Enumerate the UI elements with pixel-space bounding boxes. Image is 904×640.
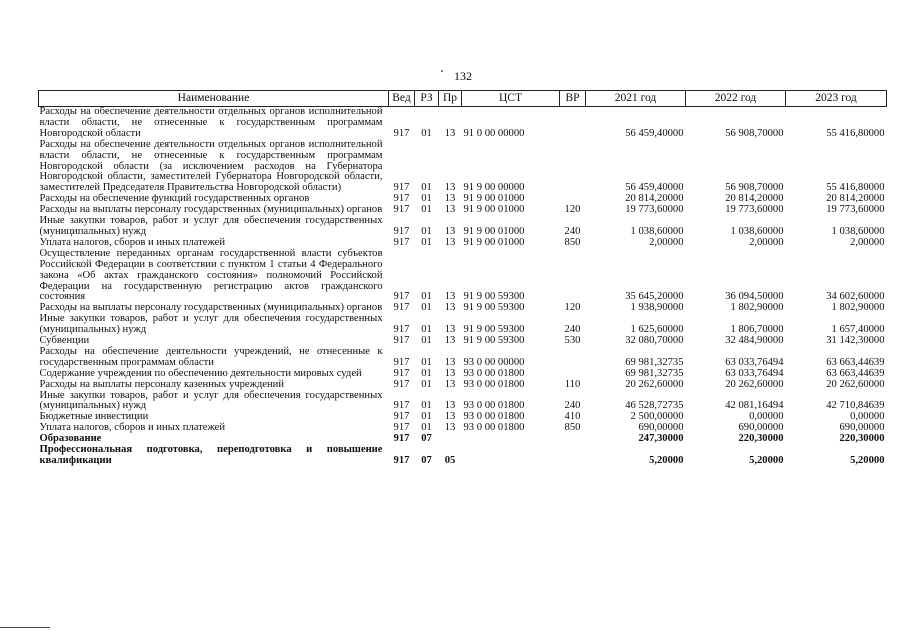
row-cst: 93 0 00 01800 [463,411,525,423]
row-2021: 1 625,60000 [630,324,684,336]
row-rz: 01 [421,367,432,379]
scan-speck [441,70,443,72]
row-2022: 0,00000 [749,411,784,423]
row-2021: 1 938,90000 [630,302,684,314]
row-2023: 42 710,84639 [826,400,885,412]
row-2022: 63 033,76494 [725,356,784,368]
row-rz: 01 [421,236,432,248]
row-rz: 01 [421,378,432,390]
row-ved: 917 [393,225,410,237]
header-2023: 2023 год [786,91,887,107]
row-pr: 13 [444,335,456,347]
row-2022: 42 081,16494 [725,400,784,412]
row-rz: 01 [421,356,432,368]
row-name: Профессиональная подготовка, переподготовка и повышение квалификации [39,444,383,466]
row-pr: 05 [444,455,456,466]
table-row [39,445,887,467]
row-cst: 91 9 00 01000 [463,193,525,205]
row-pr: 13 [444,378,456,390]
row-vr: 240 [564,324,581,336]
row-vr [560,140,586,195]
table-row [39,380,887,391]
row-ved: 917 [393,291,410,303]
row-cst: 91 9 00 59300 [463,291,525,303]
row-cst: 91 9 00 01000 [463,225,525,237]
row-rz: 01 [421,182,432,194]
row-name: Бюджетные инвестиции [39,411,149,423]
row-name: Уплата налогов, сборов и иных платежей [39,236,226,248]
row-2023: 220,30000 [839,433,885,445]
row-ved: 917 [393,433,410,445]
header-pr: Пр [439,91,462,107]
row-2022: 19 773,60000 [725,204,784,216]
row-rz: 01 [421,193,432,205]
row-name: Образование [39,433,102,445]
row-rz: 01 [421,411,432,423]
row-2023: 63 663,44639 [826,367,885,379]
row-cst: 93 0 00 01800 [463,378,525,390]
row-2021: 247,30000 [638,433,684,445]
row-rz: 01 [421,422,432,434]
row-pr: 13 [444,193,456,205]
row-name: Расходы на обеспечение деятельности отдельных органов исполнительной власти области, не отнесенные к государственным программам Новгородской области (за исключением расходов на Губернатора Новгородской области, заместителей Губернатора Новгородской области, заместителей Председателя Правительства Новгородской области) [39,138,383,194]
row-2022: 56 908,70000 [725,127,784,139]
row-vr: 120 [564,204,581,216]
footer-rule [0,627,50,628]
table-row [39,216,887,238]
row-ved: 917 [393,367,410,379]
row-cst [462,445,560,467]
row-rz: 01 [421,127,432,139]
row-ved: 917 [393,204,410,216]
row-name: Уплата налогов, сборов и иных платежей [39,422,226,434]
row-2021: 19 773,60000 [625,204,684,216]
table-row [39,249,887,304]
row-cst [462,434,560,445]
row-2023: 31 142,30000 [826,335,885,347]
row-name: Расходы на выплаты персоналу казенных учреждений [39,378,284,390]
row-vr [560,347,586,369]
row-ved: 917 [393,335,410,347]
row-pr: 13 [444,367,456,379]
row-ved: 917 [393,400,410,412]
row-2021: 2 500,00000 [630,411,684,423]
row-vr [560,434,586,445]
row-vr: 240 [564,225,581,237]
row-2022: 1 802,90000 [730,302,784,314]
row-2021: 56 459,40000 [625,182,684,194]
row-vr [560,445,586,467]
row-cst: 93 0 00 01800 [463,422,525,434]
budget-table [38,90,887,467]
header-cst: ЦСТ [462,91,560,107]
row-name: Расходы на выплаты персоналу государственных (муниципальных) органов [39,302,383,314]
table-body [39,107,887,467]
row-vr: 110 [564,378,581,390]
row-rz: 01 [421,324,432,336]
header-rz: РЗ [415,91,439,107]
row-2021: 1 038,60000 [630,225,684,237]
row-name: Иные закупки товаров, работ и услуг для обеспечения государственных (муниципальных) нужд [39,389,383,412]
row-vr: 530 [564,335,581,347]
row-name: Иные закупки товаров, работ и услуг для обеспечения государственных (муниципальных) нужд [39,313,383,336]
row-2021: 69 981,32735 [625,356,684,368]
row-rz: 01 [421,302,432,314]
row-pr: 13 [444,182,456,194]
row-2021: 2,00000 [649,236,684,248]
row-2023: 63 663,44639 [826,356,885,368]
row-name: Расходы на обеспечение деятельности отдельных органов исполнительной власти области, не отнесенные к государственным программам Новгородской области [39,106,383,139]
row-ved: 917 [393,193,410,205]
row-name: Субвенции [39,335,90,347]
row-2022: 690,00000 [738,422,784,434]
row-cst: 93 0 00 01800 [463,400,525,412]
row-pr: 13 [444,411,456,423]
row-2021: 20 262,60000 [625,378,684,390]
row-cst: 91 9 00 59300 [463,324,525,336]
row-pr [439,434,462,445]
row-2021: 32 080,70000 [625,335,684,347]
row-ved: 917 [393,236,410,248]
row-name: Иные закупки товаров, работ и услуг для обеспечения государственных (муниципальных) нужд [39,215,383,237]
row-pr: 13 [444,204,456,216]
row-2022: 5,20000 [749,455,784,466]
row-pr: 13 [444,236,456,248]
row-rz: 01 [421,291,432,303]
row-name: Осуществление переданных органам государственной власти субъектов Российской Федерации в соответствии с пунктом 1 статьи 4 Федерального закона «Об актах гражданского состояния» полномочий Российской Федерации на государственную регистрацию актов гражданского состояния [39,247,383,303]
row-2022: 220,30000 [738,433,784,445]
row-2021: 5,20000 [649,455,684,466]
row-2023: 34 602,60000 [826,291,885,303]
table-row [39,391,887,413]
row-ved: 917 [393,182,410,194]
table-row [39,107,887,140]
row-rz: 01 [421,225,432,237]
header-vr: ВР [560,91,586,107]
row-ved: 917 [393,356,410,368]
row-ved: 917 [393,127,410,139]
row-pr: 13 [444,225,456,237]
row-2023: 690,00000 [839,422,885,434]
row-2023: 55 416,80000 [826,182,885,194]
row-2021: 20 814,20000 [625,193,684,205]
row-rz: 01 [421,400,432,412]
row-vr: 410 [564,411,581,423]
row-vr [560,249,586,304]
row-ved: 917 [393,378,410,390]
row-ved: 917 [393,302,410,314]
row-2022: 32 484,90000 [725,335,784,347]
row-cst: 93 0 00 00000 [463,356,525,368]
table-row [39,314,887,336]
row-2023: 2,00000 [850,236,885,248]
table-row [39,347,887,369]
row-pr: 13 [444,127,456,139]
row-rz: 01 [421,335,432,347]
row-ved: 917 [393,324,410,336]
row-pr: 13 [444,356,456,368]
row-pr: 13 [444,422,456,434]
row-cst: 91 9 00 01000 [463,236,525,248]
row-ved: 917 [393,455,410,466]
row-cst: 91 9 00 59300 [463,335,525,347]
row-cst: 93 0 00 01800 [463,367,525,379]
row-2022: 20 262,60000 [725,378,784,390]
row-pr: 13 [444,291,456,303]
row-2022: 56 908,70000 [725,182,784,194]
row-vr: 850 [564,422,581,434]
row-vr: 850 [564,236,581,248]
row-cst: 91 9 00 01000 [463,204,525,216]
row-2023: 1 657,40000 [831,324,885,336]
row-2022: 63 033,76494 [725,367,784,379]
row-2022: 36 094,50000 [725,291,784,303]
page-number: 132 [454,69,472,83]
row-name: Расходы на обеспечение функций государственных органов [39,193,310,205]
row-pr: 13 [444,302,456,314]
row-2023: 20 814,20000 [826,193,885,205]
row-name: Расходы на выплаты персоналу государственных (муниципальных) органов [39,204,383,216]
row-2021: 56 459,40000 [625,127,684,139]
header-2021: 2021 год [586,91,686,107]
table-row [39,140,887,195]
row-2021: 35 645,20000 [625,291,684,303]
row-vr [560,107,586,140]
row-vr: 240 [564,400,581,412]
row-pr: 13 [444,324,456,336]
row-2023: 20 262,60000 [826,378,885,390]
row-rz: 07 [421,433,432,445]
header-2022: 2022 год [686,91,786,107]
row-2023: 19 773,60000 [826,204,885,216]
row-2022: 1 038,60000 [730,225,784,237]
header-ved: Вед [389,91,415,107]
row-name: Расходы на обеспечение деятельности учреждений, не отнесенные к государственным программам области [39,345,383,368]
row-2021: 46 528,72735 [625,400,684,412]
row-2021: 69 981,32735 [625,367,684,379]
row-name: Содержание учреждения по обеспечению деятельности мировых судей [39,367,362,379]
row-pr: 13 [444,400,456,412]
row-2022: 20 814,20000 [725,193,784,205]
row-2023: 1 802,90000 [831,302,885,314]
row-2022: 1 806,70000 [730,324,784,336]
row-cst: 91 0 00 00000 [463,127,525,139]
row-2023: 55 416,80000 [826,127,885,139]
row-ved: 917 [393,422,410,434]
row-vr: 120 [564,302,581,314]
row-2023: 0,00000 [850,411,885,423]
row-cst: 91 9 00 59300 [463,302,525,314]
row-2021: 690,00000 [638,422,684,434]
row-2023: 5,20000 [850,455,885,466]
row-rz: 07 [421,455,432,466]
row-2022: 2,00000 [749,236,784,248]
row-ved: 917 [393,411,410,423]
table-header-row [39,91,887,107]
header-name: Наименование [39,91,389,107]
row-2023: 1 038,60000 [831,225,885,237]
row-cst: 91 9 00 00000 [463,182,525,194]
row-rz: 01 [421,204,432,216]
